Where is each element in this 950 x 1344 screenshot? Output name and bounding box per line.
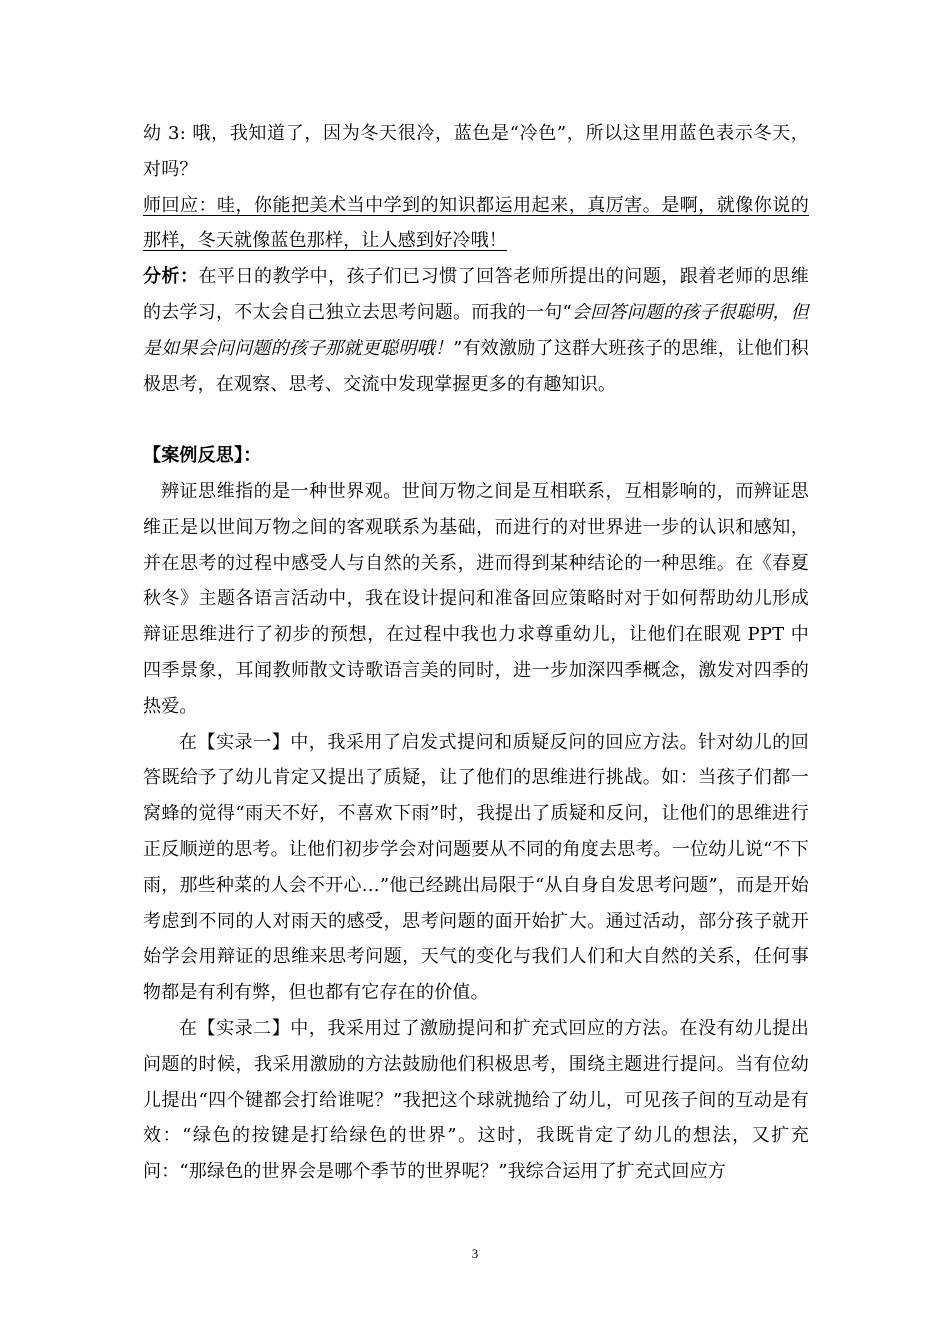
page-number: 3: [471, 1246, 479, 1261]
document-body: [143, 116, 809, 1190]
analysis-paragraph: [143, 259, 809, 402]
analysis-text-end: ”有效激励了这群大班孩子的思维，让他们积极思考，在观察、思考、交流中发现掌握更多的有趣知识。: [143, 337, 809, 395]
blank-line: [143, 402, 809, 438]
reflection-paragraph-3: 在【实录二】中，我采用过了激励提问和扩充式回应的方法。在没有幼儿提出问题的时候，我采用激励的方法鼓励他们积极思考，围绕主题进行提问。当有位幼儿提出“四个键都会打给谁呢？”我把这个球就抛给了幼儿，可见孩子间的互动是有效：“绿色的按键是打给绿色的世界”。这时，我既肯定了幼儿的想法，又扩充问：“那绿色的世界会是哪个季节的世界呢？”我综合运用了扩充式回应方: [143, 1017, 809, 1183]
analysis-label: 分析：: [143, 266, 199, 288]
section-heading: 【案例反思】：: [143, 445, 262, 467]
reflection-paragraph-1: 辨证思维指的是一种世界观。世间万物之间是互相联系，互相影响的，而辨证思维正是以世间万物之间的客观联系为基础，而进行的对世界进一步的认识和感知，并在思考的过程中感受人与自然的关系，进而得到某种结论的一种思维。在《春夏秋冬》主题各语言活动中，我在设计提问和准备回应策略时对于如何帮助幼儿形成辩证思维进行了初步的预想，在过程中我也力求尊重幼儿，让他们在眼观 PPT 中四季景象，耳闻教师散文诗歌语言美的同时，进一步加深四季概念，激发对四季的热爱。: [143, 480, 809, 717]
child-dialogue-paragraph: 幼 3: 哦，我知道了，因为冬天很冷，蓝色是“冷色”，所以这里用蓝色表示冬天，对吗？: [143, 123, 809, 180]
analysis-quote: 会回答问题的孩子很聪明，但是如果会问问题的孩子那就更聪明哦！: [143, 301, 809, 359]
reflection-paragraph-2: 在【实录一】中，我采用了启发式提问和质疑反问的回应方法。针对幼儿的回答既给予了幼儿肯定又提出了质疑，让了他们的思维进行挑战。如：当孩子们都一窝蜂的觉得“雨天不好，不喜欢下雨”时，我提出了质疑和反问，让他们的思维进行正反顺逆的思考。让他们初步学会对问题要从不同的角度去思考。一位幼儿说“不下雨，那些种菜的人会不开心…”他已经跳出局限于“从自身自发思考问题”，而是开始考虑到不同的人对雨天的感受，思考问题的面开始扩大。通过活动，部分孩子就开始学会用辩证的思维来思考问题，天气的变化与我们人们和大自然的关系，任何事物都是有利有弊，但也都有它存在的价值。: [143, 731, 809, 1004]
analysis-text-start: 在平日的教学中，孩子们已习惯了回答老师所提出的问题，跟着老师的思维的去学习，不太会自己独立去思考问题。而我的一句“: [143, 266, 809, 323]
teacher-response-paragraph: 师回应：哇，你能把美术当中学到的知识都运用起来，真厉害。是啊，就像你说的那样，冬天就像蓝色那样，让人感到好冷哦！: [143, 194, 809, 252]
